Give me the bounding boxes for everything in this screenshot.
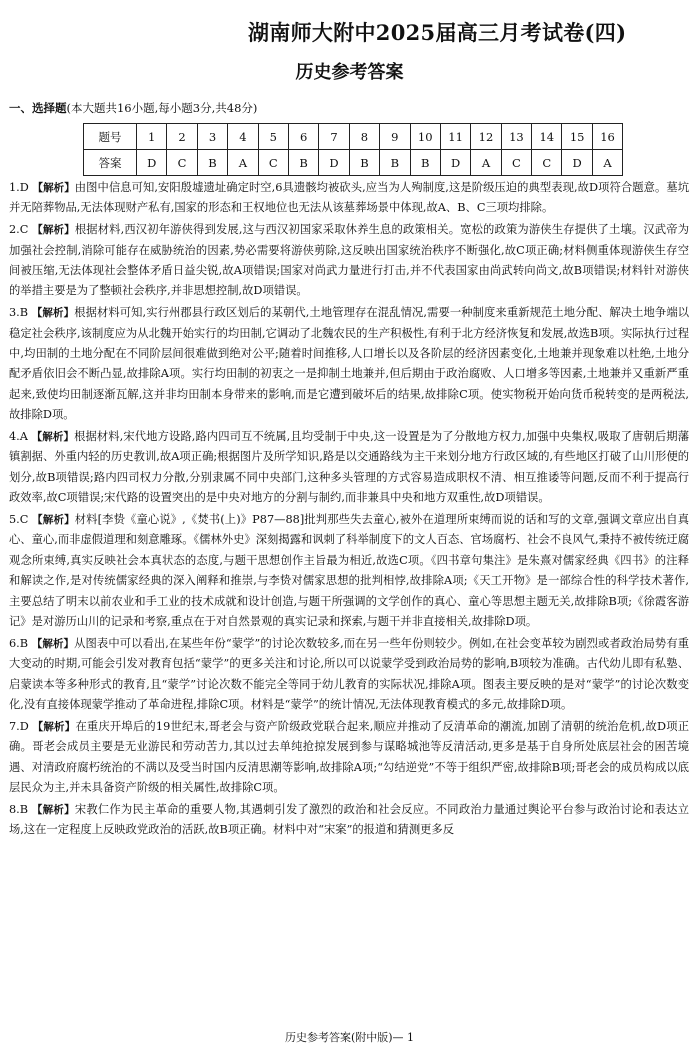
answer-cell: A (592, 150, 622, 176)
explanation-item (9, 427, 689, 509)
answer-cell: C (167, 150, 197, 176)
exam-title: 湖南师大附中2025届高三月考试卷(四) (248, 20, 627, 45)
analysis-tag: 【解析】 (32, 514, 75, 527)
answer-cell: C (258, 150, 288, 176)
answer-cell: D (137, 150, 167, 176)
analysis-tag: 【解析】 (32, 720, 76, 733)
answer-cell: D (440, 150, 470, 176)
explanation-item (9, 634, 689, 716)
analysis-tag: 【解析】 (32, 182, 75, 194)
item-text: 从图表中可以看出,在某些年份“蒙学”的讨论次数较多,而在另一些年份则较少。例如,在社会变革较为剧烈或者政治局势有重大变动的时期,可能会引发对教育包括“蒙学”的更多关注和讨论,所以可以说蒙学受到政治局势的影响,B项较为准确。古代幼儿即有私塾、启蒙读本等多种形式的教育,且“蒙学”讨论次数不能完全等同于幼儿教育的实际状况,排除A项。图表主要反映的是对“蒙学”的讨论次数变化,没有直接体现蒙学推动了革命进程,排除C项。材料是“蒙学”的统计情况,无法体现教育模式的多元,故排除D项。 (9, 636, 690, 712)
answer-row (84, 150, 623, 176)
question-number: 4 (228, 124, 258, 150)
question-number: 15 (562, 124, 592, 150)
analysis-tag: 【解析】 (31, 637, 75, 650)
answer-cell: C (501, 150, 531, 176)
item-number: 6. (9, 636, 20, 650)
document-subtitle: 历史参考答案 (295, 62, 404, 83)
answer-cell: D (562, 150, 592, 176)
question-number: 2 (167, 124, 197, 150)
item-answer: B (19, 802, 29, 816)
question-number: 11 (440, 124, 470, 150)
item-number: 8. (9, 802, 20, 816)
item-text: 根据材料,宋代地方设路,路内四司互不统属,且均受制于中央,这一设置是为了分散地方权力,加强中央集权,吸取了唐朝后期藩镇割据、外重内轻的历史教训,故A项正确;根据图片及所学知识,路是以交通路线为主干来划分地方行政区域的,有些地区打破了山川形便的划分,故B项错误;路内四司权力分散,分别隶属不同中央部门,这种多头管理的方式容易造成职权不清、相互推诿等问题,反而不利于提高行政效率,故C项错误;宋代路的设置突出的是中央对地方的分割与制约,而非兼具中央和地方双重性,故D项错误。 (9, 430, 689, 505)
item-text: 根据材料可知,实行州郡县行政区划后的某朝代,土地管理存在混乱情况,需要一种制度来重新规范土地分配、解决土地争端以稳定社会秩序,该制度应为从北魏开始实行的均田制,它调动了北魏农民的生产积极性,有利于北方经济恢复和发展,故选B项。实际执行过程中,均田制的土地分配在不同阶层间很难做到绝对公平;随着时间推移,人口增长以及各阶层的经济因素变化,土地兼并现象难以杜绝,土地分配矛盾依旧会不断凸显,故排除A项。实行均田制的初衷之一是抑制土地兼并,但后期由于政治腐败、人口增多等因素,土地兼并又重新严重起来,致使均田制逐渐瓦解,这并非均田制本身带来的影响,而是它遭到破坏后的结果,故排除C项。使实物税开始向货币税转变的是两税法,故排除D项。 (9, 306, 690, 422)
answer-cell: A (471, 150, 501, 176)
item-number: 2. (9, 223, 20, 237)
question-number: 9 (380, 124, 410, 150)
item-text: 在重庆开埠后的19世纪末,哥老会与资产阶级政党联合起来,顺应并推动了反清革命的潮流,加剧了清朝的统治危机,故D项正确。哥老会成员主要是无业游民和劳动苦力,其以过去单纯抢掠发展到参与谋略城池等反清活动,更多是基于自身所处底层社会的困苦境遇、对清政府腐朽统治的不满以及受当时国内反清思潮等影响,故排除A项;“勾结逆党”不等于组织严密,故排除B项;哥老会的成员构成以底层民众为主,并未具备资产阶级的相关属性,故排除C项。 (9, 719, 689, 795)
question-number-row (84, 124, 623, 150)
analysis-tag: 【解析】 (31, 307, 75, 320)
item-number: 7. (9, 719, 20, 733)
question-number: 13 (501, 124, 531, 150)
explanation-item (9, 178, 689, 219)
item-answer: D (19, 719, 29, 733)
question-number: 1 (137, 124, 167, 150)
row-header-question: 题号 (84, 124, 137, 150)
question-number: 14 (532, 124, 562, 150)
item-number: 1. (9, 181, 20, 194)
item-answer: A (19, 430, 28, 444)
item-answer: B (19, 636, 29, 650)
item-text: 宋教仁作为民主革命的重要人物,其遇刺引发了激烈的政治和社会反应。不同政治力量通过舆论平台参与政治讨论和表达立场,这在一定程度上反映政党政治的活跃,故B项正确。材料中对“宋案”的报道和猜测更多反 (9, 802, 690, 837)
answer-cell: B (380, 150, 410, 176)
item-text: 由图中信息可知,安阳殷墟遗址确定时空,6具遗骸均被砍头,应当为人殉制度,这是阶级压迫的典型表现,故D项符合题意。墓坑并无陪葬物品,无法体现财产私有,国家的形态和王权地位也无法从该墓葬场景中体现,故A、B、C三项均排除。 (9, 181, 690, 215)
answer-cell: D (319, 150, 349, 176)
page-footer: 历史参考答案(附中版)— 1 (284, 1031, 415, 1044)
question-number: 10 (410, 124, 440, 150)
item-number: 5. (9, 513, 20, 527)
explanation-item (9, 303, 689, 425)
question-number: 5 (258, 124, 288, 150)
explanation-item (9, 510, 689, 632)
item-answer: C (19, 513, 29, 527)
item-number: 4. (9, 430, 20, 444)
question-number: 8 (349, 124, 379, 150)
row-header-answer: 答案 (84, 150, 137, 176)
explanation-item (9, 220, 689, 302)
item-number: 3. (9, 306, 20, 320)
answer-key-table (83, 123, 623, 176)
question-number: 7 (319, 124, 349, 150)
answer-cell: B (288, 150, 318, 176)
answer-cell: B (410, 150, 440, 176)
section-note: (本大题共16小题,每小题3分,共48分) (66, 101, 258, 115)
answer-cell: A (228, 150, 258, 176)
item-answer: B (19, 306, 29, 320)
question-number: 12 (471, 124, 501, 150)
answer-cell: B (349, 150, 379, 176)
question-number: 6 (288, 124, 318, 150)
analysis-tag: 【解析】 (32, 224, 75, 237)
item-answer: D (19, 181, 29, 194)
question-number: 3 (197, 124, 227, 150)
section-label: 一、选择题 (9, 101, 67, 115)
analysis-tag: 【解析】 (31, 803, 75, 816)
question-number: 16 (592, 124, 622, 150)
item-text: 根据材料,西汉初年游侠得到发展,这与西汉初国家采取休养生息的政策相关。宽松的政策为游侠生存提供了土壤。汉武帝为加强社会控制,消除可能存在威胁统治的因素,势必需要将游侠剪除,这反映出国家统治秩序不断强化,故C项正确;材料侧重体现游侠生存空间被压缩,无法体现社会整体矛盾日益尖锐,故A项错误;国家对尚武力量进行打击,并不代表国家由尚武转向尚文,故B项错误;材料针对游侠的举措主要是为了整顿社会秩序,并非思想控制,故D项错误。 (9, 223, 690, 298)
explanation-item (9, 800, 689, 841)
item-text: 材料[李贽《童心说》,《焚书(上)》P87—88]批判那些失去童心,被外在道理所束缚而说的话和写的文章,强调文章应出自真心、童心,而非虚假道理和刻意雕琢。《儒林外史》深刻揭露和讽刺了科举制度下的文人百态、官场腐朽、社会不良风气,秉持不被传统迂腐观念所束缚,真实反映社会本真状态的态度,与题干思想创作主旨最为相近,故选C项。《四书章句集注》是朱熹对儒家经典《四书》的注释和解读之作,是对传统儒家经典的深入阐释和推崇,与李贽对儒家思想的批判相悖,故排除A项;《天工开物》是一部综合性的科学技术著作,主要总结了明末以前农业和手工业的技术成就和设计创造,与题干所强调的文学创作的真心、童心等思想主题无关,故排除B项;《徐霞客游记》是对游历山川的记录和考察,重点在于对自然景观的真实记录和探索,与题干并非直接相关,故排除D项。 (9, 513, 690, 629)
explanation-item (9, 717, 689, 799)
answer-cell: B (197, 150, 227, 176)
item-answer: C (19, 223, 29, 237)
answer-cell: C (532, 150, 562, 176)
analysis-tag: 【解析】 (31, 431, 75, 444)
section-heading (9, 100, 257, 116)
explanations (9, 178, 689, 842)
